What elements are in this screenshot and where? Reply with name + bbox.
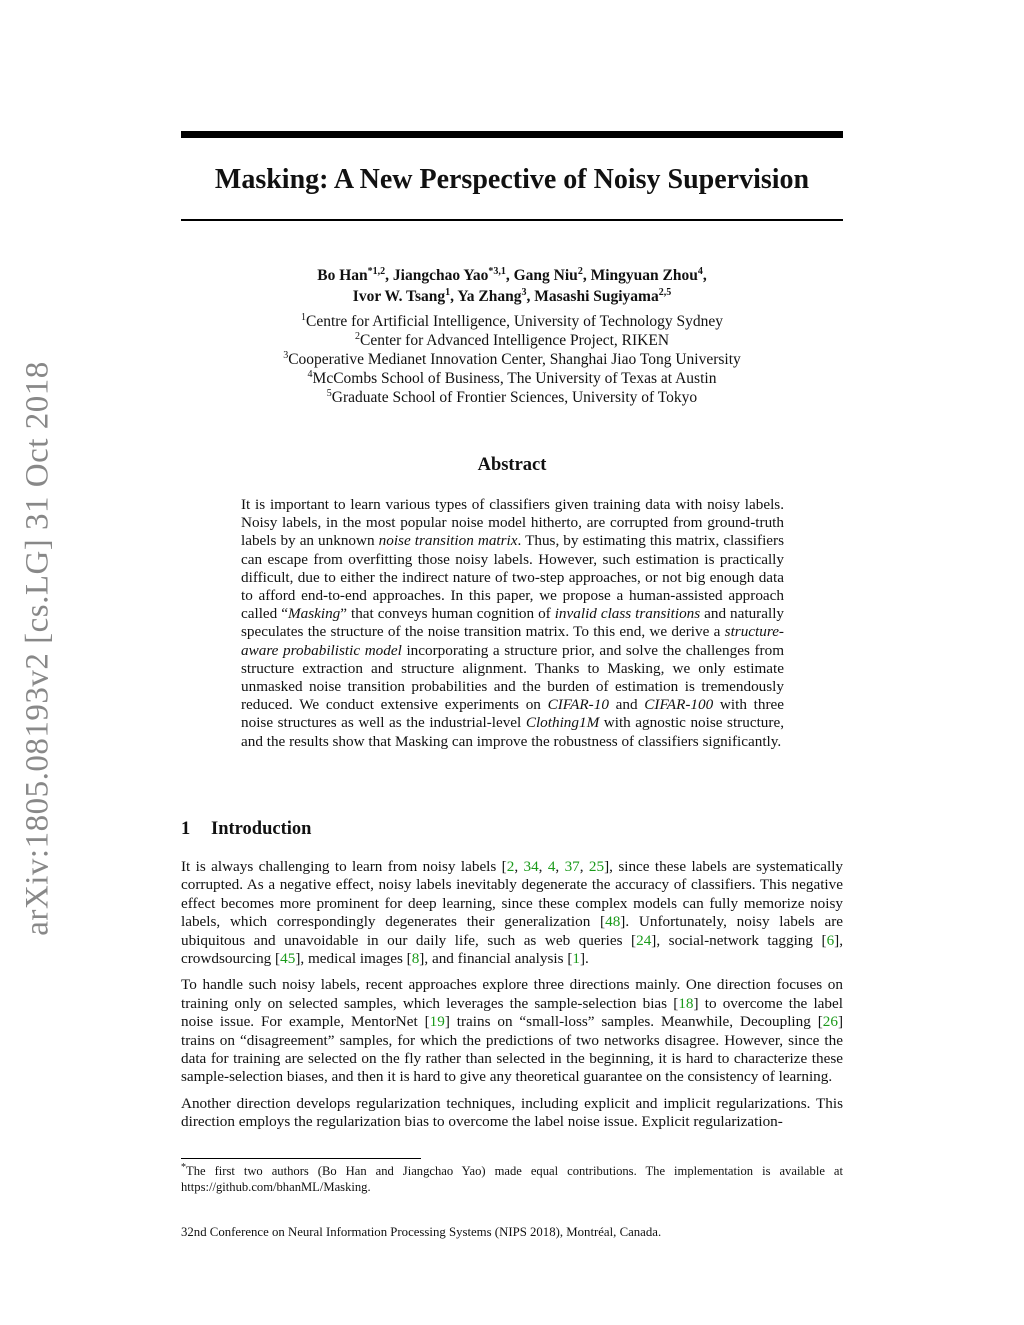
- author-affiliation-mark: 2: [577, 265, 583, 277]
- paragraph-text: ,: [514, 858, 524, 875]
- arxiv-identifier: arXiv:1805.08193v2 [cs.LG] 31 Oct 2018: [19, 360, 56, 936]
- author-affiliation-mark: 3: [521, 286, 527, 298]
- author-name: Gang Niu: [513, 267, 578, 284]
- author-separator: ,: [582, 267, 591, 284]
- abstract-emphasis: CIFAR-10: [547, 696, 609, 714]
- paragraph-text: ] trains on “small-loss” samples. Meanwhile, Decoupling [: [444, 1013, 823, 1031]
- citation-link[interactable]: 18: [678, 994, 694, 1012]
- paragraph-text: ], crowdsourcing [: [181, 931, 844, 968]
- paragraph-text: ], medical images [: [295, 950, 412, 968]
- abstract-run: incorporating a structure prior, and solve the challenges from structure extraction and structure alignment. Thanks to Masking, we only estimate unmasked noise transition probabilities and the burden of estimation is tremendously reduced. We conduct extensive experiments on: [241, 641, 785, 714]
- section-heading: [181, 819, 311, 840]
- affiliation-mark: 5: [326, 387, 332, 399]
- affiliation-text: McCombs School of Business, The University of Texas at Austin: [312, 370, 717, 387]
- affiliation-text: Centre for Artificial Intelligence, University of Technology Sydney: [305, 313, 724, 330]
- citation-link[interactable]: 37: [564, 858, 580, 875]
- author-separator: ,: [702, 267, 707, 284]
- affiliation-text: Center for Advanced Intelligence Project, RIKEN: [359, 332, 670, 349]
- paragraph-text: ], social-network tagging [: [651, 931, 827, 949]
- introduction-body: [181, 858, 843, 1140]
- paragraph-text: It is always challenging to learn from noisy labels [: [181, 858, 507, 875]
- affiliation-line: [181, 388, 843, 407]
- paragraph-text: ,: [579, 858, 589, 875]
- footnote-mark: *: [181, 1161, 186, 1173]
- author-affiliation-mark: *1,2: [367, 265, 386, 277]
- affiliation-line: [181, 312, 843, 331]
- footnote-rule: [181, 1158, 421, 1159]
- abstract-run: and naturally speculates the structure of the noise transition matrix. To this end, we derive a: [241, 605, 785, 641]
- section-number: 1: [181, 819, 191, 839]
- abstract-emphasis: Clothing1M: [525, 714, 600, 732]
- author-separator: ,: [385, 267, 393, 284]
- abstract-heading: Abstract: [477, 455, 547, 475]
- section-title: Introduction: [211, 819, 312, 839]
- author-name: Jiangchao Yao: [392, 267, 489, 284]
- abstract-run: . Thus, by estimating this matrix, classifiers can escape from overfitting those noisy labels. However, such estimation is practically difficult, due to either the indirect nature of two-step approaches, or not big enough data to afford end-to-end approaches. In this paper, we propose a human-assisted approach called “: [241, 532, 785, 623]
- citation-link[interactable]: 26: [822, 1013, 838, 1031]
- abstract-run: It is important to learn various types of classifiers given training data with noisy labels. Noisy labels, in the most popular noise model hitherto, are corrupted from ground-truth labels by an unknown: [241, 496, 784, 550]
- author-separator: ,: [505, 267, 514, 284]
- citation-link[interactable]: 6: [826, 931, 835, 949]
- affiliation-text: Graduate School of Frontier Sciences, University of Tokyo: [331, 389, 698, 406]
- author-affiliation-mark: *3,1: [488, 265, 506, 277]
- citation-link[interactable]: 34: [523, 858, 539, 875]
- abstract-run: with three noise structures as well as the industrial-level: [241, 696, 784, 732]
- affiliation-line: [181, 350, 843, 369]
- paragraph-text: ].: [579, 950, 589, 968]
- paragraph-text: ,: [538, 858, 548, 875]
- affiliation-line: [181, 369, 843, 388]
- paper-title: Masking: A New Perspective of Noisy Supervision: [214, 164, 810, 195]
- author-block: [181, 265, 843, 307]
- arxiv-side-stamp: [0, 348, 76, 948]
- abstract-run: and: [608, 696, 645, 714]
- citation-link[interactable]: 4: [547, 858, 556, 875]
- title-bottom-rule: [181, 219, 843, 221]
- abstract-emphasis: noise transition matrix: [378, 532, 518, 550]
- affiliation-mark: 2: [354, 330, 360, 342]
- author-name: Mingyuan Zhou: [590, 267, 698, 284]
- abstract-run: with agnostic noise structure, and the results show that Masking can improve the robustness of classifiers significantly.: [241, 714, 784, 750]
- citation-link[interactable]: 25: [588, 858, 605, 875]
- paragraph-text: ] to overcome the label noise issue. For example, MentorNet [: [181, 994, 843, 1031]
- authors-line-2: [181, 286, 843, 307]
- citation-link[interactable]: 24: [636, 931, 652, 949]
- conference-footer: 32nd Conference on Neural Information Processing Systems (NIPS 2018), Montréal, Canada.: [181, 1225, 662, 1239]
- paragraph: [181, 976, 843, 1086]
- affiliation-mark: 4: [307, 368, 313, 380]
- affiliation-line: [181, 331, 843, 350]
- citation-link[interactable]: 45: [280, 950, 296, 968]
- footnote-text: The first two authors (Bo Han and Jiangchao Yao) made equal contributions. The implementation is available at https://github.com/bhanML/Masking.: [181, 1164, 843, 1194]
- abstract-emphasis: structure-aware probabilistic model: [241, 623, 784, 659]
- author-affiliation-mark: 2,5: [658, 286, 672, 298]
- paragraph-text: ] trains on “disagreement” samples, for which the predictions of two networks disagree. However, since the data for training are selected on the fly rather than selected in the beginning, it is hard to characterize these sample-selection biases, and then it is hard to give any theoretical guarantee on the consistency of learning.: [181, 1013, 844, 1086]
- paragraph: [181, 858, 843, 968]
- citation-link[interactable]: 19: [429, 1013, 445, 1031]
- footnote: [181, 1163, 843, 1195]
- paragraph: [181, 1095, 843, 1132]
- abstract-text: [241, 496, 784, 751]
- abstract-emphasis: invalid class transitions: [554, 605, 701, 623]
- author-name: Bo Han: [317, 267, 368, 284]
- author-separator: ,: [526, 288, 535, 305]
- author-affiliation-mark: 4: [697, 265, 703, 277]
- affiliation-list: [181, 312, 843, 407]
- title-top-rule: [181, 131, 843, 138]
- author-separator: ,: [450, 288, 458, 305]
- paragraph-text: ,: [555, 858, 565, 875]
- paragraph-text: ]. Unfortunately, noisy labels are ubiquitous and unavoidable in our daily life, such as web queries [: [181, 913, 843, 949]
- author-name: Ya Zhang: [457, 288, 522, 305]
- author-name: Ivor W. Tsang: [352, 288, 446, 305]
- author-name: Masashi Sugiyama: [534, 288, 659, 305]
- affiliation-mark: 1: [300, 311, 306, 323]
- paragraph-text: ], since these labels are systematically corrupted. As a negative effect, noisy labels inevitably degenerate the accuracy of classifiers. This negative effect becomes more prominent for deep learning, since these complex models can fully memorize noisy labels, which correspondingly degenerates their generalization [: [181, 858, 844, 931]
- abstract-run: ” that conveys human cognition of: [340, 605, 555, 623]
- citation-link[interactable]: 8: [411, 950, 420, 968]
- paragraph-text: To handle such noisy labels, recent approaches explore three directions mainly. One direction focuses on training only on selected samples, which leverages the sample-selection bias [: [181, 976, 843, 1012]
- paragraph-text: Another direction develops regularization techniques, including explicit and implicit regularizations. This direction employs the regularization bias to overcome the label noise issue. Explicit regularization-: [181, 1094, 843, 1131]
- paragraph-text: ], and financial analysis [: [419, 950, 573, 968]
- authors-line-1: [181, 265, 843, 286]
- author-affiliation-mark: 1: [445, 286, 451, 298]
- affiliation-text: Cooperative Medianet Innovation Center, Shanghai Jiao Tong University: [288, 351, 741, 368]
- citation-link[interactable]: 1: [572, 950, 580, 968]
- affiliation-mark: 3: [283, 349, 289, 361]
- citation-link[interactable]: 2: [506, 858, 515, 875]
- abstract-emphasis: Masking: [287, 605, 341, 623]
- citation-link[interactable]: 48: [605, 913, 621, 931]
- abstract-emphasis: CIFAR-100: [644, 696, 714, 714]
